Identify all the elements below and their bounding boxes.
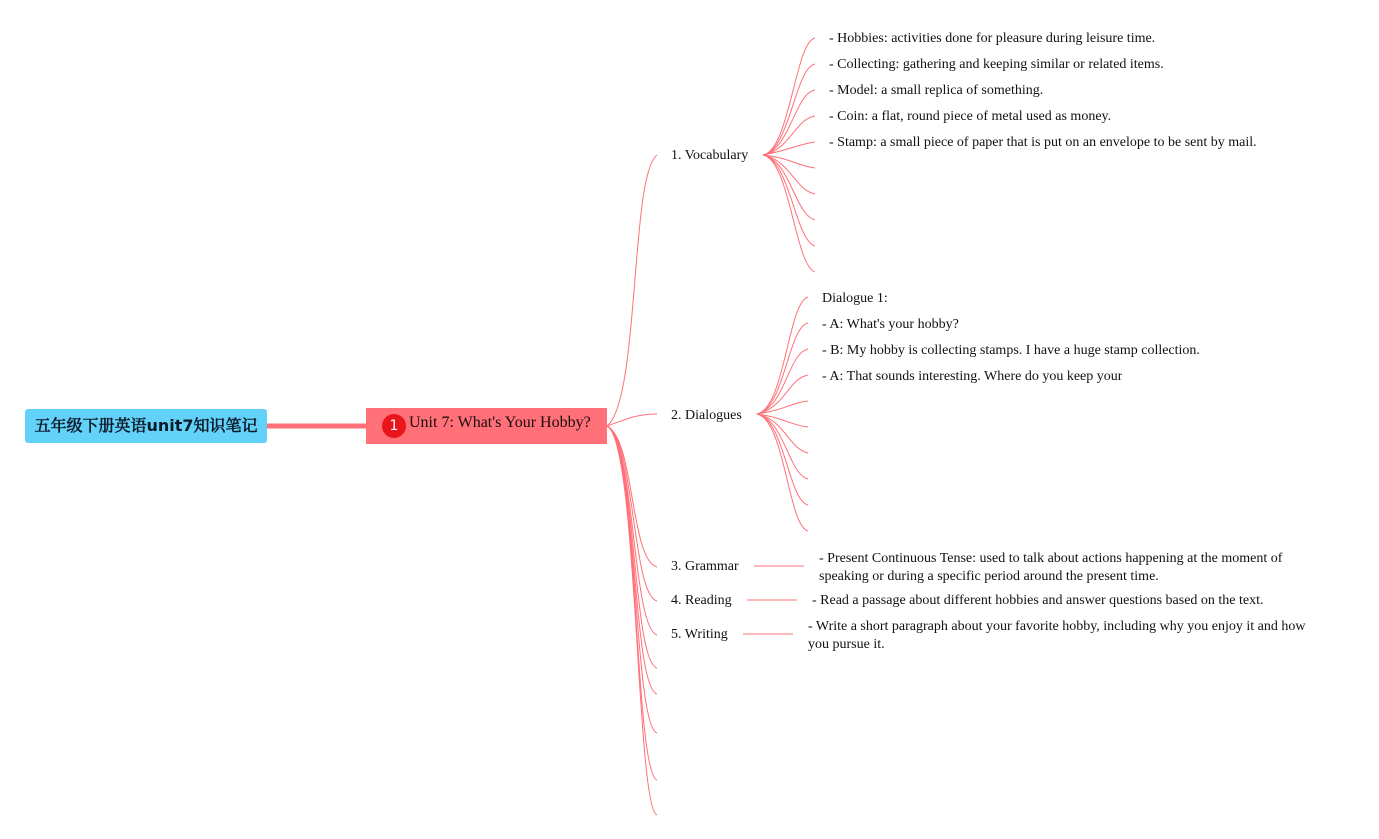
connector-empty-5 — [607, 426, 657, 815]
branch-reading-label: 4. Reading — [671, 593, 732, 608]
vocabulary-link — [763, 116, 815, 155]
branch-writing-label: 5. Writing — [671, 627, 728, 642]
vocabulary-link — [763, 155, 815, 220]
vocabulary-item-stamp[interactable] — [829, 134, 1257, 151]
dialogues-link — [757, 297, 808, 414]
grammar-item-text: - Present Continuous Tense: used to talk about actions happening at the moment of speaking or during a specific period around the present time. — [819, 551, 1283, 583]
vocabulary-link — [763, 155, 815, 246]
vocabulary-item-coin[interactable] — [829, 108, 1111, 125]
main-topic-connectors — [607, 155, 657, 815]
topic-number-badge: 1 — [382, 414, 406, 438]
vocabulary-connectors — [763, 38, 815, 272]
dialogue-line[interactable] — [822, 316, 959, 333]
root-topic[interactable] — [25, 409, 267, 443]
dialogue-line[interactable] — [822, 368, 1122, 385]
dialogue-line[interactable] — [822, 342, 1200, 359]
main-topic-label: Unit 7: What's Your Hobby? — [409, 414, 591, 431]
dialogue-heading[interactable] — [822, 290, 888, 307]
branch-vocabulary-label: 1. Vocabulary — [671, 148, 749, 163]
vocabulary-item-model[interactable] — [829, 82, 1043, 99]
dialogue-item-text: - A: What's your hobby? — [822, 317, 959, 332]
vocabulary-link — [763, 64, 815, 155]
connector-empty-3 — [607, 426, 657, 733]
branch-reading[interactable] — [671, 592, 732, 609]
dialogues-connectors — [757, 297, 808, 531]
vocabulary-item-text: - Model: a small replica of something. — [829, 83, 1044, 98]
dialogue-item-text: Dialogue 1: — [822, 291, 888, 306]
root-topic-label: 五年级下册英语unit7知识笔记 — [34, 416, 258, 435]
branch-dialogues-label: 2. Dialogues — [671, 408, 742, 423]
branch-grammar-label: 3. Grammar — [671, 559, 739, 574]
connector-empty-4 — [607, 426, 657, 780]
branch-grammar[interactable] — [671, 558, 739, 575]
writing-item[interactable] — [808, 618, 1308, 651]
dialogues-link — [757, 414, 808, 479]
reading-item[interactable] — [812, 592, 1264, 609]
vocabulary-item-hobbies[interactable] — [829, 30, 1155, 47]
vocabulary-link — [763, 90, 815, 155]
dialogue-item-text: - B: My hobby is collecting stamps. I have a huge stamp collection. — [822, 343, 1200, 358]
vocabulary-item-text: - Coin: a flat, round piece of metal used as money. — [829, 109, 1112, 124]
vocabulary-item-text: - Collecting: gathering and keeping similar or related items. — [829, 57, 1164, 72]
dialogue-item-text: - A: That sounds interesting. Where do you keep your — [822, 369, 1123, 384]
dialogues-link — [757, 349, 808, 414]
vocabulary-item-collecting[interactable] — [829, 56, 1164, 73]
branch-writing[interactable] — [671, 626, 728, 643]
branch-vocabulary[interactable] — [671, 147, 748, 164]
main-topic[interactable] — [366, 408, 607, 444]
branch-dialogues[interactable] — [671, 407, 742, 424]
vocabulary-item-text: - Hobbies: activities done for pleasure during leisure time. — [829, 31, 1156, 46]
vocabulary-item-text: - Stamp: a small piece of paper that is put on an envelope to be sent by mail. — [829, 135, 1257, 150]
detail-connectors — [743, 566, 804, 634]
dialogues-link — [757, 414, 808, 531]
connector-vocabulary — [607, 155, 657, 426]
grammar-item[interactable] — [819, 550, 1299, 583]
vocabulary-link — [763, 142, 815, 155]
connector-writing — [607, 426, 657, 635]
reading-item-text: - Read a passage about different hobbies and answer questions based on the text. — [812, 593, 1264, 608]
writing-item-text: - Write a short paragraph about your favorite hobby, including why you enjoy it and how you pursue it. — [808, 619, 1306, 651]
